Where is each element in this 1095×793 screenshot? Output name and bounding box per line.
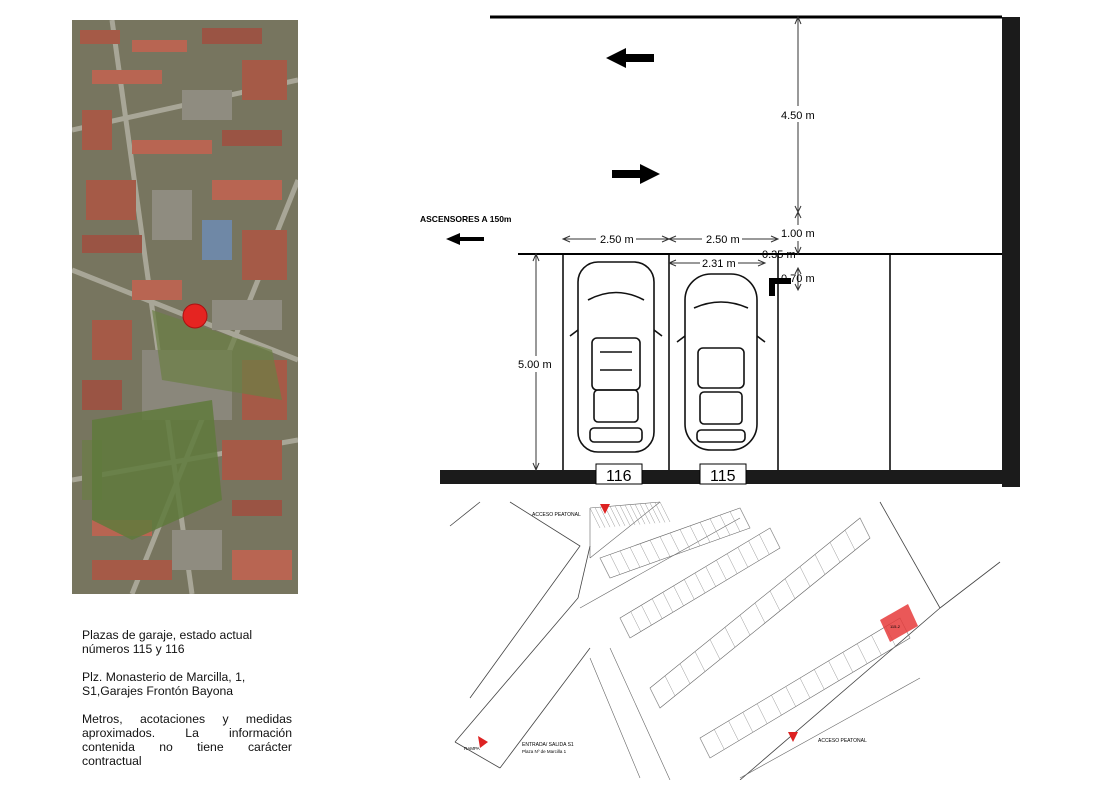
access-marker-icon (600, 504, 610, 514)
entrance-label: ENTRADA/ SALIDA S1 (522, 742, 574, 748)
stall-line (860, 518, 870, 538)
stall-line (645, 503, 655, 523)
traffic-arrow-right-icon (612, 164, 660, 184)
stall-line (815, 554, 825, 574)
stall-line (615, 506, 625, 526)
stall-line (738, 547, 748, 567)
stall-line (770, 528, 780, 548)
stall-line (720, 515, 730, 535)
stall-line (640, 544, 650, 564)
stall-line (700, 522, 710, 542)
stall-line (610, 554, 620, 574)
dim-bay-left: 2.50 m (600, 234, 634, 246)
pedestrian-access-bottom: ACCESO PEATONAL (818, 738, 867, 744)
stall-line (630, 505, 640, 525)
stall-line (714, 729, 724, 749)
dim-bay-right: 2.50 m (706, 234, 740, 246)
stall-line (706, 567, 716, 587)
entrance-sublabel: Plaza Nº de Marcilla 1 (522, 749, 567, 754)
stall-line (631, 612, 641, 632)
stall-line (843, 652, 853, 672)
stall-line (665, 676, 675, 696)
stall-line (663, 592, 673, 612)
stall-line (830, 542, 840, 562)
stall-line (814, 669, 824, 689)
stall-line (716, 560, 726, 580)
stall-line (650, 688, 660, 708)
stall-line (743, 712, 753, 732)
dim-car-width: 2.31 m (702, 258, 736, 270)
stall-line (759, 534, 769, 554)
dim-column-width: 0.35 m (762, 249, 796, 261)
space-number-115: 115 (710, 468, 736, 485)
stall-line (660, 537, 670, 557)
stall-line (640, 504, 650, 524)
stall-line (757, 704, 767, 724)
stall-line (740, 615, 750, 635)
stall-line (749, 541, 759, 561)
caption-title: Plazas de garaje, estado actual números 115 y 116 (82, 628, 253, 656)
stall-line (770, 591, 780, 611)
stall-line (829, 661, 839, 681)
stall-line (729, 721, 739, 741)
stall-line (730, 512, 740, 532)
stall-line (786, 687, 796, 707)
traffic-arrow-left-icon (606, 48, 654, 68)
stall-line (684, 579, 694, 599)
caption-disclaimer: Metros, acotaciones y medidas aproximados. La información contenida no tiene carácter contractual (82, 712, 292, 768)
highlighted-space (880, 604, 918, 642)
stall-line (620, 505, 630, 525)
stall-line (710, 639, 720, 659)
stall-line (650, 540, 660, 560)
stall-line (785, 579, 795, 599)
stall-line (800, 567, 810, 587)
stall-line (845, 530, 855, 550)
dim-gap: 1.00 m (781, 228, 815, 240)
elevators-label: ASCENSORES A 150m (420, 214, 512, 224)
stall-line (660, 502, 670, 522)
stall-line (771, 695, 781, 715)
stall-line (670, 533, 680, 553)
caption-address: Plz. Monasterio de Marcilla, 1, S1,Garajes Frontón Bayona (82, 670, 246, 698)
stall-line (655, 502, 665, 522)
dim-bay-depth: 5.00 m (518, 359, 552, 371)
stall-line (857, 644, 867, 664)
stall-line (690, 526, 700, 546)
stall-line (625, 505, 635, 525)
stall-line (755, 603, 765, 623)
car-compact-icon (677, 274, 765, 450)
stall-line (710, 519, 720, 539)
dim-lane: 4.50 m (781, 110, 815, 122)
elevator-arrow-icon (446, 233, 484, 245)
dim-column-depth: 0.70 m (781, 273, 815, 285)
stall-line (620, 551, 630, 571)
stall-line (695, 652, 705, 672)
ramp-label: RAMPA (464, 746, 480, 751)
stall-line (680, 529, 690, 549)
car-suv-icon (570, 262, 662, 452)
stall-line (641, 605, 651, 625)
stall-line (725, 627, 735, 647)
stall-line (680, 664, 690, 684)
stall-line (727, 554, 737, 574)
stall-line (871, 635, 881, 655)
stall-line (674, 586, 684, 606)
stall-line (695, 573, 705, 593)
stall-line (590, 508, 600, 528)
pedestrian-access-top: ACCESO PEATONAL (532, 512, 581, 518)
caption (82, 628, 292, 782)
stall-line (610, 506, 620, 526)
stall-line (652, 599, 662, 619)
stall-line (630, 547, 640, 567)
stall-line (740, 508, 750, 528)
garage-site-plan (440, 498, 1005, 780)
stall-line (620, 618, 630, 638)
highlighted-space-label: 115-2 (890, 624, 900, 629)
space-number-116: 116 (606, 468, 632, 485)
stall-line (800, 678, 810, 698)
stall-line (700, 738, 710, 758)
stall-line (600, 558, 610, 578)
